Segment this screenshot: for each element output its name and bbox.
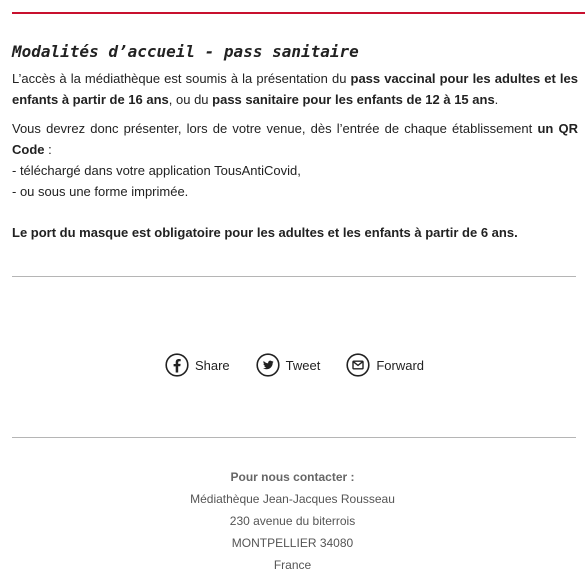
top-accent-rule [12,12,585,14]
mask-paragraph: Le port du masque est obligatoire pour les adultes et les enfants à partir de 6 ans. [12,225,518,240]
divider-bottom [12,437,576,438]
p2-text-1: Vous devrez donc présenter, lors de votre venue, dès l’entrée de chaque établissement [12,121,538,136]
p1-bold-1: pass vaccinal pour les adultes et les enfants à partir de 16 ans [12,71,579,107]
p2-list-line-2: - ou sous une forme imprimée. [12,184,189,199]
p1-text-1: L’accès à la médiathèque est soumis à la présentation du [12,71,351,86]
contact-block [0,466,585,576]
pass-requirement-paragraph [12,68,578,110]
facebook-share-button[interactable] [165,352,230,378]
facebook-share-label: Share [194,357,230,373]
forward-email-button[interactable] [346,352,424,378]
divider-top [12,276,576,277]
twitter-icon [256,353,280,377]
share-bar [0,352,585,378]
forward-mail-icon [346,353,370,377]
qr-code-paragraph [12,118,578,202]
contact-line-street: 230 avenue du biterrois [229,514,356,528]
contact-line-name: Médiathèque Jean-Jacques Rousseau [190,492,395,506]
p2-bold-1: un QR Code [12,121,578,157]
contact-line-city: MONTPELLIER 34080 [231,536,354,550]
p2-text-2: : [44,142,52,157]
newsletter-section [12,42,578,243]
contact-heading: Pour nous contacter : [230,470,355,484]
twitter-tweet-button[interactable] [256,352,321,378]
forward-label: Forward [376,357,425,373]
p1-text-3: . [494,92,499,107]
twitter-tweet-label: Tweet [285,357,321,373]
contact-line-country: France [273,558,312,572]
p1-text-2: , ou du [168,92,213,107]
facebook-icon [165,353,189,377]
section-title: Modalités d’accueil - pass sanitaire [12,42,359,61]
p2-list-line-1: - téléchargé dans votre application TousAntiCovid, [12,163,301,178]
p1-bold-2: pass sanitaire pour les enfants de 12 à 15 ans [212,92,495,107]
